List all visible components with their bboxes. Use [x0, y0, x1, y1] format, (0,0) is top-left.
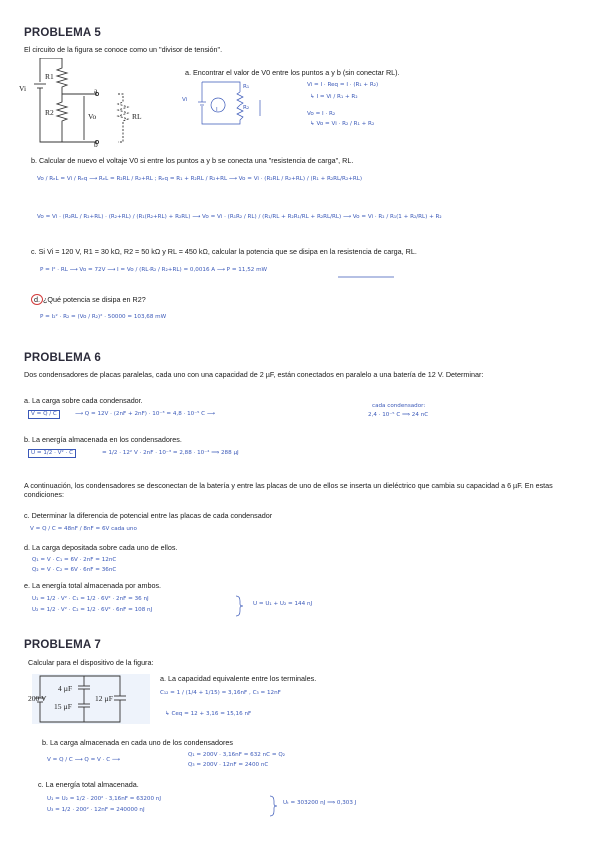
p6-question-b: b. La energía almacenada en los condensadores.	[24, 435, 182, 444]
circuit-label-r2: R2	[45, 108, 54, 117]
p7-c-brace	[268, 795, 278, 817]
sketch-label-r2: R₂	[243, 105, 250, 111]
p6-a-hw-result: 2,4 · 10⁻⁵ C ⟹ 24 nC	[368, 412, 429, 418]
voltage-divider-circuit	[20, 58, 160, 150]
p5-a-hw-line-1: Vi = I · Req = I · (R₁ + R₂)	[307, 82, 379, 88]
p5-d-circled-letter: d.	[31, 294, 43, 305]
p5-question-c: c. Si Vi = 120 V, R1 = 30 kΩ, R2 = 50 kΩ y RL = 450 kΩ, calcular la potencia que se disipa en la resistencia de carga, RL.	[31, 247, 417, 256]
p5-d-text: ¿Qué potencia se disipa en R2?	[43, 295, 146, 304]
problema-5-intro: El circuito de la figura se conoce como un "divisor de tensión".	[24, 45, 223, 54]
circuit-label-voltage: 200 V	[28, 694, 47, 703]
p6-question-c: c. Determinar la diferencia de potencial entre las placas de cada condensador	[24, 511, 273, 520]
p7-question-b: b. La carga almacenada en cada uno de los condensadores	[42, 738, 234, 747]
circuit-label-r1: R1	[45, 72, 54, 81]
problema-6-title: PROBLEMA 6	[24, 352, 101, 364]
p6-e-hw-line-1: U₁ = 1/2 · V² · C₁ = 1/2 · 6V² · 2nF = 36 nJ	[32, 596, 149, 602]
p7-c-hw-line-2: U₃ = 1/2 · 200² · 12nF = 240000 nJ	[47, 807, 145, 813]
p6-question-d: d. La carga depositada sobre cada uno de ellos.	[24, 543, 178, 552]
p6-c-hw: V = Q / C = 48nF / 8nF = 6V cada uno	[30, 526, 137, 532]
p5-question-d	[31, 294, 146, 305]
p6-e-hw-result: U = U₁ + U₂ = 144 nJ	[253, 601, 313, 607]
p5-c-result-underline	[338, 275, 398, 279]
p6-d-hw-line-2: Q₂ = V · C₂ = 6V · 6nF = 36nC	[32, 567, 117, 573]
p5-question-b: b. Calcular de nuevo el voltaje V0 si entre los puntos a y b se conecta una "resistencia de carga", RL.	[31, 156, 354, 165]
sketch-label-i: I	[216, 107, 218, 113]
p6-e-brace	[234, 595, 244, 617]
p7-b-hw-line-1: V = Q / C ⟶ Q = V · C ⟿	[47, 757, 120, 763]
problema-6-intro: Dos condensadores de placas paralelas, cada uno con una capacidad de 2 µF, están conectados en paralelo a una batería de 12 V. Determinar:	[24, 370, 484, 379]
p6-d-hw-line-1: Q₁ = V · C₁ = 6V · 2nF = 12nC	[32, 557, 117, 563]
p5-b-hw-line-2: Vo = Vi · (R₂RL / R₂+RL) · (R₂+RL) / (R₁(R₂+RL) + R₂RL) ⟶ Vo = Vi · (R₁R₂ / RL) / (R₁/RL + R₂R₁/RL + R₂RL/RL) ⟶ Vo = Vi · R₂ / R₁(1 + R₂/RL) + R₂	[37, 214, 442, 220]
problema-7-title: PROBLEMA 7	[24, 639, 101, 651]
circuit-label-c1: 4 µF	[58, 684, 73, 693]
p6-a-hw-box: V = Q / C	[28, 410, 60, 419]
p6-e-hw-line-2: U₂ = 1/2 · V² · C₂ = 1/2 · 6V² · 6nF = 108 nJ	[32, 607, 153, 613]
p5-sketch-a	[190, 80, 270, 126]
p5-a-hw-line-2: ↳ I = Vi / R₁ + R₂	[310, 94, 358, 100]
p6-a-hw: ⟶ Q = 12V · (2nF + 2nF) · 10⁻³ = 4,8 · 10⁻⁵ C ⟶	[75, 411, 215, 417]
p7-c-hw-line-1: U₁ = U₂ = 1/2 · 200² · 3,16nF = 63200 nJ	[47, 796, 161, 802]
p7-b-hw-line-2: Q₁ = 200V · 3,16nF = 632 nC = Q₂	[188, 752, 285, 758]
circuit-label-vo: Vo	[88, 112, 97, 121]
p6-b-hw-box: U = 1/2 · V² · C	[28, 449, 76, 458]
p5-question-a: a. Encontrar el valor de V0 entre los puntos a y b (sin conectar RL).	[185, 68, 400, 77]
p7-b-hw-line-3: Q₃ = 200V · 12nF = 2400 nC	[188, 762, 269, 768]
p6-a-hw-note: cada condensador:	[372, 403, 426, 409]
p7-c-hw-result: Uₜ = 303200 nJ ⟹ 0,303 J	[283, 800, 357, 806]
sketch-label-r1: R₁	[243, 84, 250, 90]
problema-5-title: PROBLEMA 5	[24, 27, 101, 39]
circuit-label-a: a	[94, 86, 98, 95]
circuit-label-rl: RL	[132, 112, 142, 121]
sketch-label-vi: Vi	[182, 97, 188, 103]
circuit-label-c3: 12 µF	[95, 694, 113, 703]
circuit-label-b: b	[94, 140, 98, 149]
problema-7-intro: Calcular para el dispositivo de la figura:	[28, 658, 154, 667]
capacitor-circuit-figure	[28, 674, 150, 724]
circuit-label-c2: 15 µF	[54, 702, 72, 711]
p6-b-hw: = 1/2 · 12² V · 2nF · 10⁻³ = 2,88 · 10⁻⁴ ⟹ 288 µJ	[102, 450, 239, 456]
p7-a-hw-line-1: C₁₂ = 1 / (1/4 + 1/15) = 3,16nF , C₃ = 12nF	[160, 690, 281, 696]
p5-a-hw-line-4: ↳ Vo = Vi · R₂ / R₁ + R₂	[310, 121, 375, 127]
p5-b-hw-line-1: Vo / RₑL = Vi / Rₑq ⟶ RₑL = R₂RL / R₂+RL ; Rₑq = R₁ + R₂RL / R₂+RL ⟶ Vo = Vi · (R₂RL / R₂+RL) / (R₁ + R₂RL/R₂+RL)	[37, 176, 363, 182]
p5-a-hw-line-3: Vo = I · R₂	[307, 111, 336, 117]
p5-d-hw: P = I₂² · R₂ = (Vo / R₂)² · 50000 = 103,68 mW	[40, 314, 167, 320]
circuit-label-vi: Vi	[19, 84, 27, 93]
p6-question-e: e. La energía total almacenada por ambos.	[24, 581, 162, 590]
p7-a-hw-line-2: ↳ Ceq = 12 + 3,16 = 15,16 nF	[165, 711, 252, 717]
p7-question-a: a. La capacidad equivalente entre los terminales.	[160, 674, 317, 683]
p6-continuation: A continuación, los condensadores se desconectan de la batería y entre las placas de uno de ellos se inserta un dieléctrico que cambia su capacidad a 6 µF. En estas condiciones:	[24, 481, 553, 499]
p7-question-c: c. La energía total almacenada.	[38, 780, 139, 789]
p6-question-a: a. La carga sobre cada condensador.	[24, 396, 143, 405]
p5-c-hw: P = I² · RL ⟶ Vo = 72V ⟶ I = Vo / (RL·R₂ / R₂+RL) = 0,0016 A ⟶ P = 11,52 mW	[40, 267, 268, 273]
